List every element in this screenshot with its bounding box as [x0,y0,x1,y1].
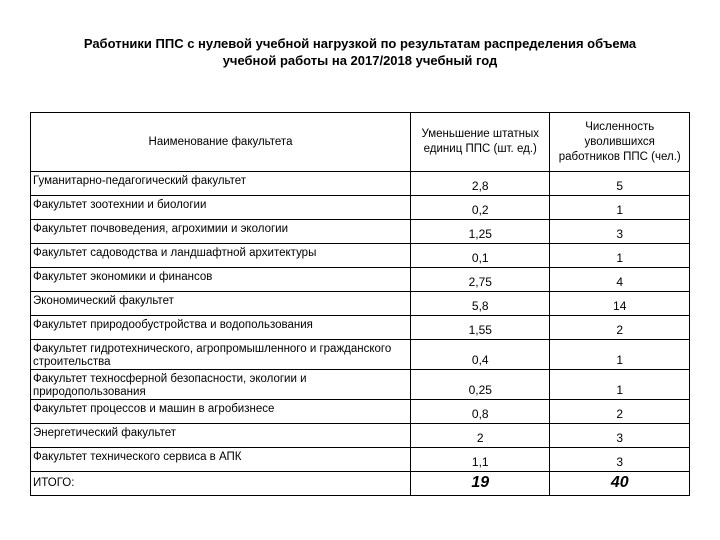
faculty-name: Факультет почвоведения, агрохимии и экологии [31,220,411,244]
header-dismissed: Численность уволившихся работников ППС (чел.) [550,113,690,172]
dismissed-value: 1 [550,370,690,400]
table-row [31,292,690,316]
faculty-table [30,112,690,496]
table-row [31,196,690,220]
table-row [31,400,690,424]
table-row [31,370,690,400]
header-faculty: Наименование факультета [31,113,411,172]
table-row [31,268,690,292]
table-row [31,172,690,196]
page-title [0,35,720,69]
reduction-value: 0,25 [411,370,550,400]
table-row [31,424,690,448]
total-label: ИТОГО: [31,472,411,496]
reduction-value: 2,8 [411,172,550,196]
dismissed-value: 1 [550,340,690,370]
dismissed-value: 2 [550,316,690,340]
faculty-name: Факультет природообустройства и водопользования [31,316,411,340]
dismissed-value: 3 [550,424,690,448]
table-row [31,244,690,268]
reduction-value: 0,1 [411,244,550,268]
dismissed-value: 1 [550,196,690,220]
faculty-name: Факультет техносферной безопасности, экологии и природопользования [31,370,411,400]
dismissed-value: 14 [550,292,690,316]
total-row [31,472,690,496]
dismissed-value: 3 [550,448,690,472]
dismissed-value: 2 [550,400,690,424]
table-row [31,340,690,370]
table-row [31,220,690,244]
faculty-name: Гуманитарно-педагогический факультет [31,172,411,196]
header-reduction: Уменьшение штатных единиц ППС (шт. ед.) [411,113,550,172]
reduction-value: 1,55 [411,316,550,340]
faculty-name: Факультет технического сервиса в АПК [31,448,411,472]
dismissed-value: 3 [550,220,690,244]
faculty-name: Факультет садоводства и ландшафтной архитектуры [31,244,411,268]
total-reduction: 19 [411,472,550,496]
dismissed-value: 1 [550,244,690,268]
dismissed-value: 4 [550,268,690,292]
reduction-value: 2 [411,424,550,448]
faculty-name: Факультет гидротехнического, агропромышленного и гражданского строительства [31,340,411,370]
table-row [31,316,690,340]
faculty-name: Экономический факультет [31,292,411,316]
reduction-value: 5,8 [411,292,550,316]
reduction-value: 0,4 [411,340,550,370]
reduction-value: 1,1 [411,448,550,472]
faculty-name: Факультет зоотехнии и биологии [31,196,411,220]
reduction-value: 1,25 [411,220,550,244]
faculty-name: Факультет процессов и машин в агробизнесе [31,400,411,424]
dismissed-value: 5 [550,172,690,196]
reduction-value: 2,75 [411,268,550,292]
total-dismissed: 40 [550,472,690,496]
reduction-value: 0,8 [411,400,550,424]
table-row [31,448,690,472]
reduction-value: 0,2 [411,196,550,220]
title-line-1: Работники ППС с нулевой учебной нагрузкой по результатам распределения объема [83,36,637,51]
faculty-name: Энергетический факультет [31,424,411,448]
title-line-2: учебной работы на 2017/2018 учебный год [222,53,498,68]
faculty-name: Факультет экономики и финансов [31,268,411,292]
